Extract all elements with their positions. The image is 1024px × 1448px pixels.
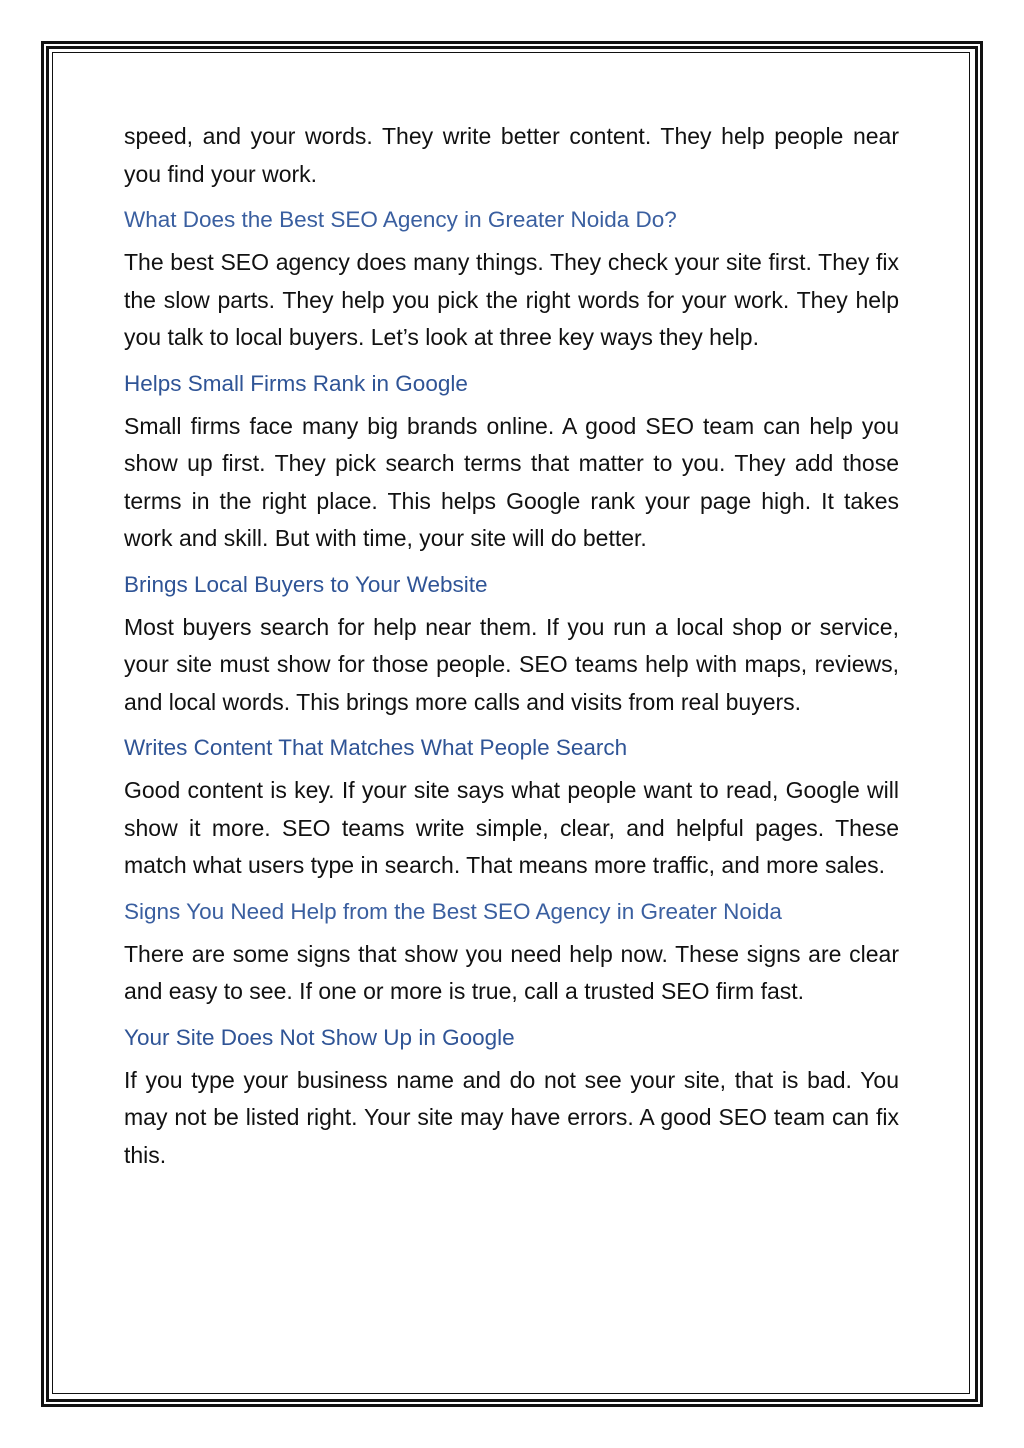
paragraph-signs: There are some signs that show you need help now. These signs are clear and easy to see. If one or more is true, call a trusted SEO firm fast. xyxy=(124,940,899,1004)
heading-signs-you-need-help: Signs You Need Help from the Best SEO Agency in Greater Noida xyxy=(124,898,782,924)
heading-site-not-showing: Your Site Does Not Show Up in Google xyxy=(124,1024,515,1050)
paragraph-intro-continued: speed, and your words. They write better content. They help people near you find your work. xyxy=(124,123,899,187)
paragraph-small-firms: Small firms face many big brands online. A good SEO team can help you show up first. They pick search terms that matter to you. They add those terms in the right place. This helps Google rank your page high. It takes work and skill. But with time, your site will do better. xyxy=(124,412,899,551)
heading-writes-content: Writes Content That Matches What People Search xyxy=(124,735,628,760)
paragraph-site-not-showing: If you type your business name and do not see your site, that is bad. You may not be listed right. Your site may have errors. A good SEO team can fix this. xyxy=(124,1066,899,1168)
document-body xyxy=(124,118,899,1184)
paragraph-writes-content: Good content is key. If your site says what people want to read, Google will show it more. SEO teams write simple, clear, and helpful pages. These match what users type in search. That means more traffic, and more sales. xyxy=(124,777,899,878)
heading-helps-small-firms: Helps Small Firms Rank in Google xyxy=(124,370,468,396)
heading-local-buyers: Brings Local Buyers to Your Website xyxy=(124,571,488,597)
heading-what-does-agency-do: What Does the Best SEO Agency in Greater Noida Do? xyxy=(124,207,677,232)
paragraph-local-buyers: Most buyers search for help near them. If you run a local shop or service, your site must show for those people. SEO teams help with maps, reviews, and local words. This brings more calls and visits from real buyers. xyxy=(124,613,899,715)
paragraph-agency-does: The best SEO agency does many things. They check your site first. They fix the slow parts. They help you pick the right words for your work. They help you talk to local buyers. Let’s look at three key ways they help. xyxy=(124,249,899,350)
